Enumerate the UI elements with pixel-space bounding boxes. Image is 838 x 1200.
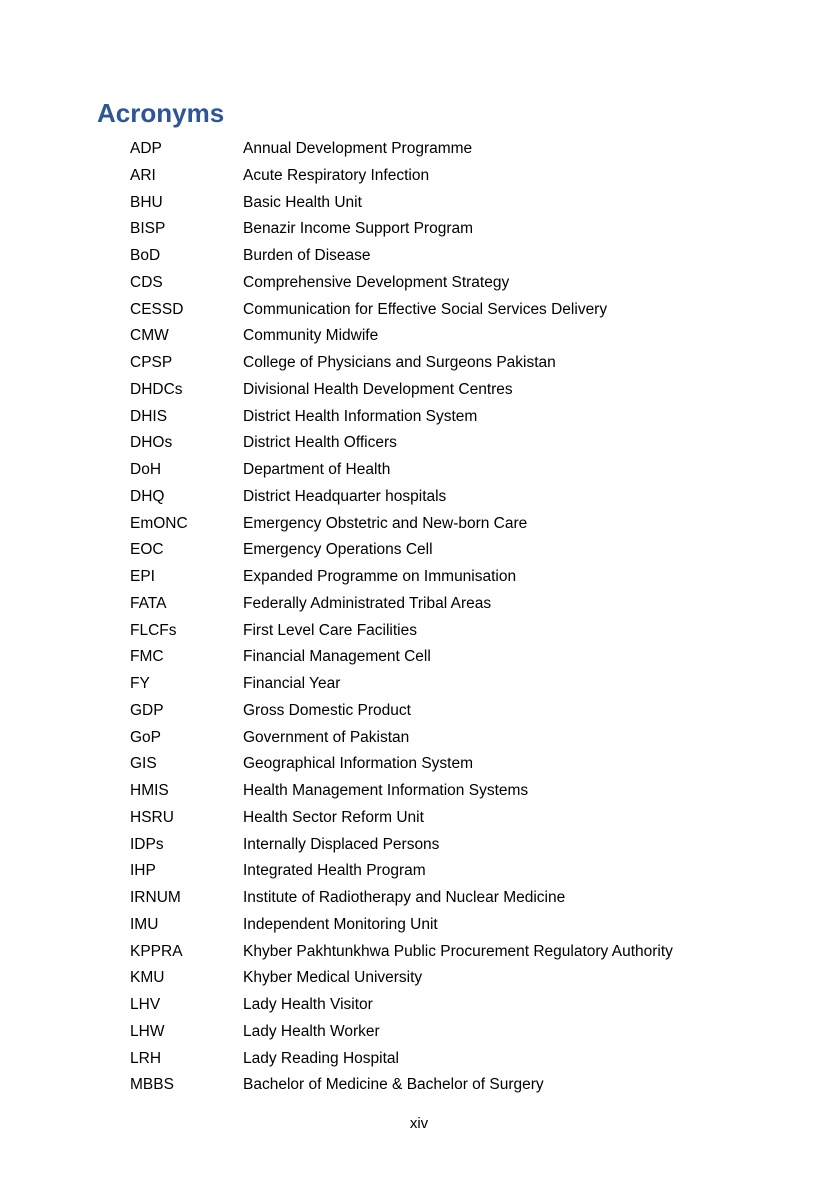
acronym-abbreviation: GIS — [130, 755, 157, 773]
acronym-abbreviation: BISP — [130, 220, 166, 238]
acronym-abbreviation: IDPs — [130, 835, 164, 853]
acronym-definition: Geographical Information System — [243, 755, 474, 773]
acronym-abbreviation: DoH — [130, 461, 162, 478]
acronym-abbreviation: DHQ — [130, 487, 165, 505]
acronym-row — [130, 484, 673, 511]
page-title: Acronyms — [97, 98, 225, 128]
acronym-row — [130, 1072, 673, 1099]
acronym-row — [130, 751, 673, 778]
acronym-row — [130, 671, 673, 698]
acronym-abbreviation: EOC — [130, 541, 164, 559]
acronym-abbreviation: KMU — [130, 969, 165, 987]
acronym-abbreviation: MBBS — [130, 1076, 174, 1094]
acronym-definition: Burden of Disease — [243, 247, 371, 264]
acronym-definition: Health Sector Reform Unit — [243, 808, 424, 826]
acronym-definition: Comprehensive Development Strategy — [243, 273, 510, 291]
acronym-definition: College of Physicians and Surgeons Pakistan — [243, 354, 556, 371]
acronym-definition: Independent Monitoring Unit — [243, 915, 438, 933]
acronym-definition: Khyber Pakhtunkhwa Public Procurement Regulatory Authority — [243, 942, 673, 960]
acronym-definition: District Headquarter hospitals — [243, 487, 447, 505]
acronym-row — [130, 243, 673, 270]
acronym-abbreviation: DHDCs — [130, 380, 183, 398]
acronym-row — [130, 1019, 673, 1046]
acronym-row — [130, 457, 673, 484]
acronym-definition: Lady Health Worker — [243, 1022, 380, 1040]
acronym-row — [130, 939, 673, 966]
acronym-definition: Federally Administrated Tribal Areas — [243, 594, 492, 612]
acronym-definition: Internally Displaced Persons — [243, 835, 440, 853]
acronym-abbreviation: LRH — [130, 1049, 162, 1067]
acronym-abbreviation: FATA — [130, 594, 167, 612]
acronym-abbreviation: IMU — [130, 915, 159, 933]
acronym-row — [130, 805, 673, 832]
acronym-abbreviation: CMW — [130, 327, 169, 345]
acronym-row — [130, 965, 673, 992]
acronym-abbreviation: ARI — [130, 166, 156, 184]
acronym-definition: Basic Health Unit — [243, 193, 362, 211]
acronym-definition: Lady Health Visitor — [243, 996, 373, 1013]
acronym-definition: Government of Pakistan — [243, 728, 410, 746]
acronym-definition: Department of Health — [243, 461, 391, 478]
acronym-row — [130, 832, 673, 859]
acronym-definition: Health Management Information Systems — [243, 782, 529, 799]
acronym-abbreviation: KPPRA — [130, 942, 183, 960]
acronym-row — [130, 350, 673, 377]
acronym-row — [130, 725, 673, 752]
acronym-abbreviation: ADP — [130, 140, 162, 157]
acronym-row — [130, 618, 673, 645]
acronym-list — [130, 136, 673, 1099]
acronym-abbreviation: GoP — [130, 728, 162, 746]
acronym-definition: Acute Respiratory Infection — [243, 166, 430, 184]
acronym-definition: Benazir Income Support Program — [243, 220, 474, 238]
acronym-definition: Khyber Medical University — [243, 969, 423, 987]
acronym-abbreviation: HSRU — [130, 808, 174, 826]
acronym-abbreviation: LHW — [130, 1022, 165, 1040]
acronym-row — [130, 537, 673, 564]
acronym-row — [130, 136, 673, 163]
acronym-row — [130, 297, 673, 324]
acronym-definition: Annual Development Programme — [243, 140, 473, 157]
acronym-row — [130, 912, 673, 939]
acronym-abbreviation: CESSD — [130, 300, 184, 318]
acronym-definition: Community Midwife — [243, 327, 379, 345]
acronym-definition: First Level Care Facilities — [243, 621, 417, 639]
acronym-abbreviation: FMC — [130, 648, 164, 666]
acronym-definition: Institute of Radiotherapy and Nuclear Medicine — [243, 889, 566, 906]
acronym-row — [130, 270, 673, 297]
acronym-row — [130, 430, 673, 457]
acronym-row — [130, 216, 673, 243]
acronym-row — [130, 778, 673, 805]
acronym-abbreviation: IRNUM — [130, 889, 181, 906]
acronym-definition: Emergency Obstetric and New-born Care — [243, 514, 528, 532]
acronym-row — [130, 404, 673, 431]
acronym-definition: Gross Domestic Product — [243, 701, 411, 719]
acronym-row — [130, 992, 673, 1019]
acronym-abbreviation: GDP — [130, 701, 164, 719]
acronym-row — [130, 163, 673, 190]
acronym-row — [130, 377, 673, 404]
acronym-definition: Lady Reading Hospital — [243, 1049, 399, 1067]
acronym-row — [130, 564, 673, 591]
acronym-row — [130, 885, 673, 912]
acronym-abbreviation: FY — [130, 675, 150, 692]
acronym-definition: Integrated Health Program — [243, 862, 426, 880]
acronym-abbreviation: LHV — [130, 996, 161, 1013]
acronym-definition: District Health Officers — [243, 434, 397, 452]
acronym-abbreviation: CDS — [130, 273, 163, 291]
acronym-abbreviation: DHIS — [130, 407, 168, 425]
acronym-row — [130, 858, 673, 885]
acronym-abbreviation: EPI — [130, 568, 155, 585]
acronym-definition: Financial Management Cell — [243, 648, 431, 666]
acronym-definition: Divisional Health Development Centres — [243, 380, 513, 398]
acronym-row — [130, 323, 673, 350]
acronym-abbreviation: IHP — [130, 862, 156, 880]
acronym-definition: Communication for Effective Social Services Delivery — [243, 300, 608, 318]
acronym-row — [130, 591, 673, 618]
acronym-abbreviation: DHOs — [130, 434, 173, 452]
acronym-abbreviation: CPSP — [130, 354, 173, 371]
acronym-row — [130, 511, 673, 538]
acronym-definition: Emergency Operations Cell — [243, 541, 433, 559]
acronym-row — [130, 190, 673, 217]
acronym-abbreviation: BHU — [130, 193, 163, 211]
acronym-definition: Bachelor of Medicine & Bachelor of Surgery — [243, 1076, 544, 1094]
acronym-definition: District Health Information System — [243, 407, 478, 425]
acronym-row — [130, 698, 673, 725]
acronym-definition: Expanded Programme on Immunisation — [243, 568, 517, 585]
acronym-definition: Financial Year — [243, 675, 341, 692]
acronym-row — [130, 644, 673, 671]
acronym-abbreviation: HMIS — [130, 782, 169, 799]
acronym-row — [130, 1046, 673, 1073]
acronym-abbreviation: FLCFs — [130, 621, 177, 639]
acronym-abbreviation: BoD — [130, 247, 161, 264]
page-number: xiv — [409, 1115, 429, 1132]
acronym-abbreviation: EmONC — [130, 514, 188, 532]
